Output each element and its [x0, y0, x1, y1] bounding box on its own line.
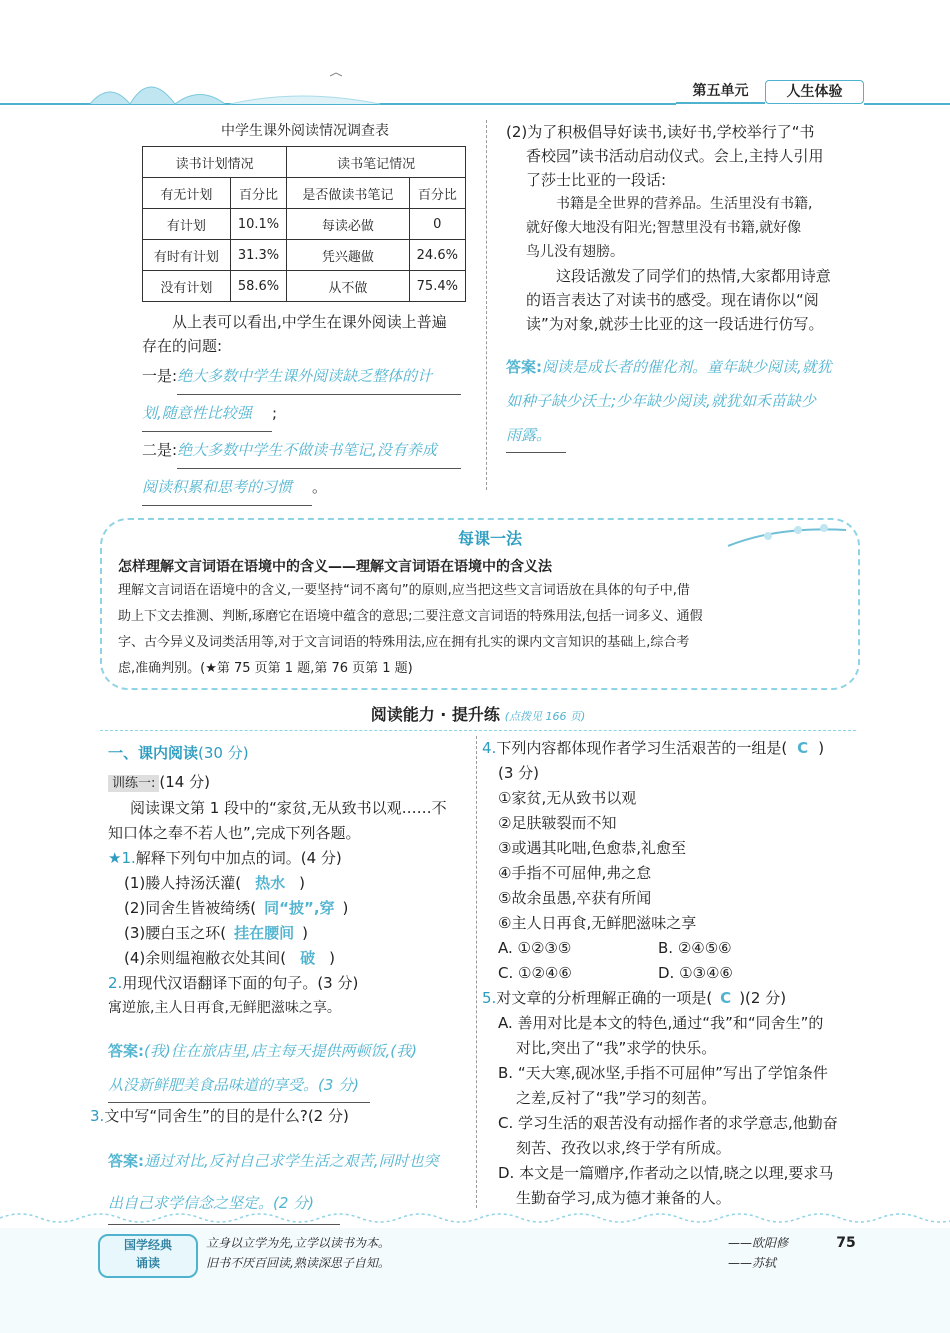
section-title: 一、课内阅读(30 分): [108, 744, 249, 762]
method-subtitle: 怎样理解文言词语在语境中的含义——理解文言词语在语境中的含义法: [118, 559, 552, 575]
unit-theme: 人生体验: [765, 80, 864, 104]
table-cell: 有时有计划: [143, 240, 231, 271]
q4-block: 4.下列内容都体现作者学习生活艰苦的一组是( C ) (3 分) ①家贫,无从致书以观 ②足肤皲裂而不知 ③或遇其叱咄,色愈恭,礼愈至 ④手指不可屈伸,弗之怠 ⑤故余虽愚,卒获有所闻 ⑥主人日再食,无鲜肥滋味之享 A. ①②③⑤ B. ②④⑤⑥ C. ①②④⑥ D. ①③④⑥ 5.对文章的分析理解正确的一项是( C )(2 分) A. 善用对比是本文的特色,通过“我”和“同舍生”的 对比,突出了“我”求学的快乐。 B. “天大寒,砚冰坚,手指不可屈伸”写出了学馆条件 之差,反衬了“我”学习的刻苦。 C. 学习生活的艰苦没有动摇作者的求学意志,他勤奋 刻苦、孜孜以求,终于学有所成。 D. 本文是一篇赠序,作者动之以情,晓之以理,要求马 生勤奋学习,成为德才兼备的人。: [482, 739, 838, 1207]
survey-table: [142, 146, 466, 302]
banner-divider: [100, 730, 856, 731]
left-top-text: 从上表可以看出,中学生在课外阅读上普遍 存在的问题:: [142, 313, 447, 355]
right-answer: 答案:阅读是成长者的催化剂。童年缺少阅读,就犹 如种子缺少沃土;少年缺少阅读,就犹如禾苗缺少 雨露。: [506, 350, 858, 453]
table-cell: 每读必做: [287, 209, 409, 240]
table-cell: 从不做: [287, 271, 409, 302]
page-number: 75: [836, 1235, 856, 1251]
column-divider-lower: [476, 736, 477, 1208]
footer-author-2: ——苏轼: [728, 1256, 777, 1270]
footer-quote-2: 旧书不厌百回读,熟读深思子自知。: [206, 1256, 390, 1270]
branch-decoration: [728, 516, 848, 556]
unit-label: 第五单元: [676, 80, 765, 104]
train-tag: 训练一:: [108, 775, 159, 792]
table-cell: 凭兴趣做: [287, 240, 409, 271]
table-cell: 24.6%: [409, 240, 465, 271]
table-cell: 75.4%: [409, 271, 465, 302]
section-banner: [100, 702, 856, 728]
table-row: [143, 271, 466, 302]
table-row: [143, 209, 466, 240]
q2-answer: 答案:(我)住在旅店里,店主每天提供两顿饭,(我) 从没新鲜肥美食品味道的享受。(3 分): [108, 1034, 468, 1103]
table-group-header: 读书笔记情况: [287, 147, 466, 178]
table-cell: 58.6%: [230, 271, 286, 302]
footer-quote-1: 立身以立学为先,立学以读书为本。: [206, 1236, 390, 1250]
footer-logo: 国学经典 诵读: [98, 1234, 198, 1278]
method-body: 理解文言词语在语境中的含义,一要坚持“词不离句”的原则,应当把这些文言词语放在具体的句子中,借 助上下文去推测、判断,琢磨它在语境中蕴含的意思;二要注意文言词语的特殊用法,包括一词多义、通假 字、古今异义及词类活用等,对于文言词语的特殊用法,应在拥有扎实的课内文言知识的基础上,综合考 虑,准确判别。(★第 75 页第 1 题,第 76 页第 1 题): [118, 583, 703, 676]
footer-author-1: ——欧阳修: [728, 1236, 789, 1250]
section1-body: 训练一: (14 分) 阅读课文第 1 段中的“家贫,无从致书以观……不 知口体之奉不若人也”,完成下列各题。 ★1.解释下列句中加点的词。(4 分) (1)媵人持汤沃灌( 热水 ) (2)同舍生皆被绮绣( 同“披”,穿 ) (3)腰白玉之环( 挂在腰间 ) (4)余则缊袍敝衣处其间( 破 ) 2.用现代汉语翻译下面的句子。(3 分) 寓逆旅,主人日再食,无鲜肥滋味之享。: [108, 773, 447, 1016]
survey-title: 中学生课外阅读情况调查表: [221, 123, 389, 139]
table-header: 有无计划: [143, 178, 231, 209]
table-cell: 10.1%: [230, 209, 286, 240]
table-group-header: 读书计划情况: [143, 147, 287, 178]
table-cell: 有计划: [143, 209, 231, 240]
method-heading: 每课一法: [457, 529, 522, 548]
table-header: 百分比: [230, 178, 286, 209]
banner-title: 阅读能力 · 提升练: [370, 705, 500, 724]
table-cell: 没有计划: [143, 271, 231, 302]
q3-answer: 答案:通过对比,反衬自己求学生活之艰苦,同时也突 出自己求学信念之坚定。(2 分): [108, 1140, 468, 1225]
table-cell: 31.3%: [230, 240, 286, 271]
table-header: 百分比: [409, 178, 465, 209]
unit-tab: [676, 80, 864, 104]
table-cell: 0: [409, 209, 465, 240]
table-header: 是否做读书笔记: [287, 178, 409, 209]
right-top-text: (2)为了积极倡导好读书,读好书,学校举行了“书 香校园”读书活动启动仪式。会上,主持人引用 了莎士比亚的一段话: 书籍是全世界的营养品。生活里没有书籍, 就好像大地没有阳光;智慧里没有书籍,就好像 鸟儿没有翅膀。 这段话激发了同学们的热情,大家都用诗意 的语言表达了对读书的感受。现在请你以“阅 读”为对象,就莎士比亚的这一段话进行仿写。: [506, 123, 831, 333]
table-row: [143, 240, 466, 271]
column-divider: [486, 120, 487, 490]
left-answers: 一是:绝大多数中学生课外阅读缺乏整体的计 划,随意性比较强 ; 二是:绝大多数中学生不做读书笔记,没有养成 阅读积累和思考的习惯 。: [142, 358, 472, 506]
q3-text: 3.文中写“同舍生”的目的是什么?(2 分): [90, 1107, 349, 1125]
banner-sub: (点拨见 166 页): [504, 710, 586, 723]
